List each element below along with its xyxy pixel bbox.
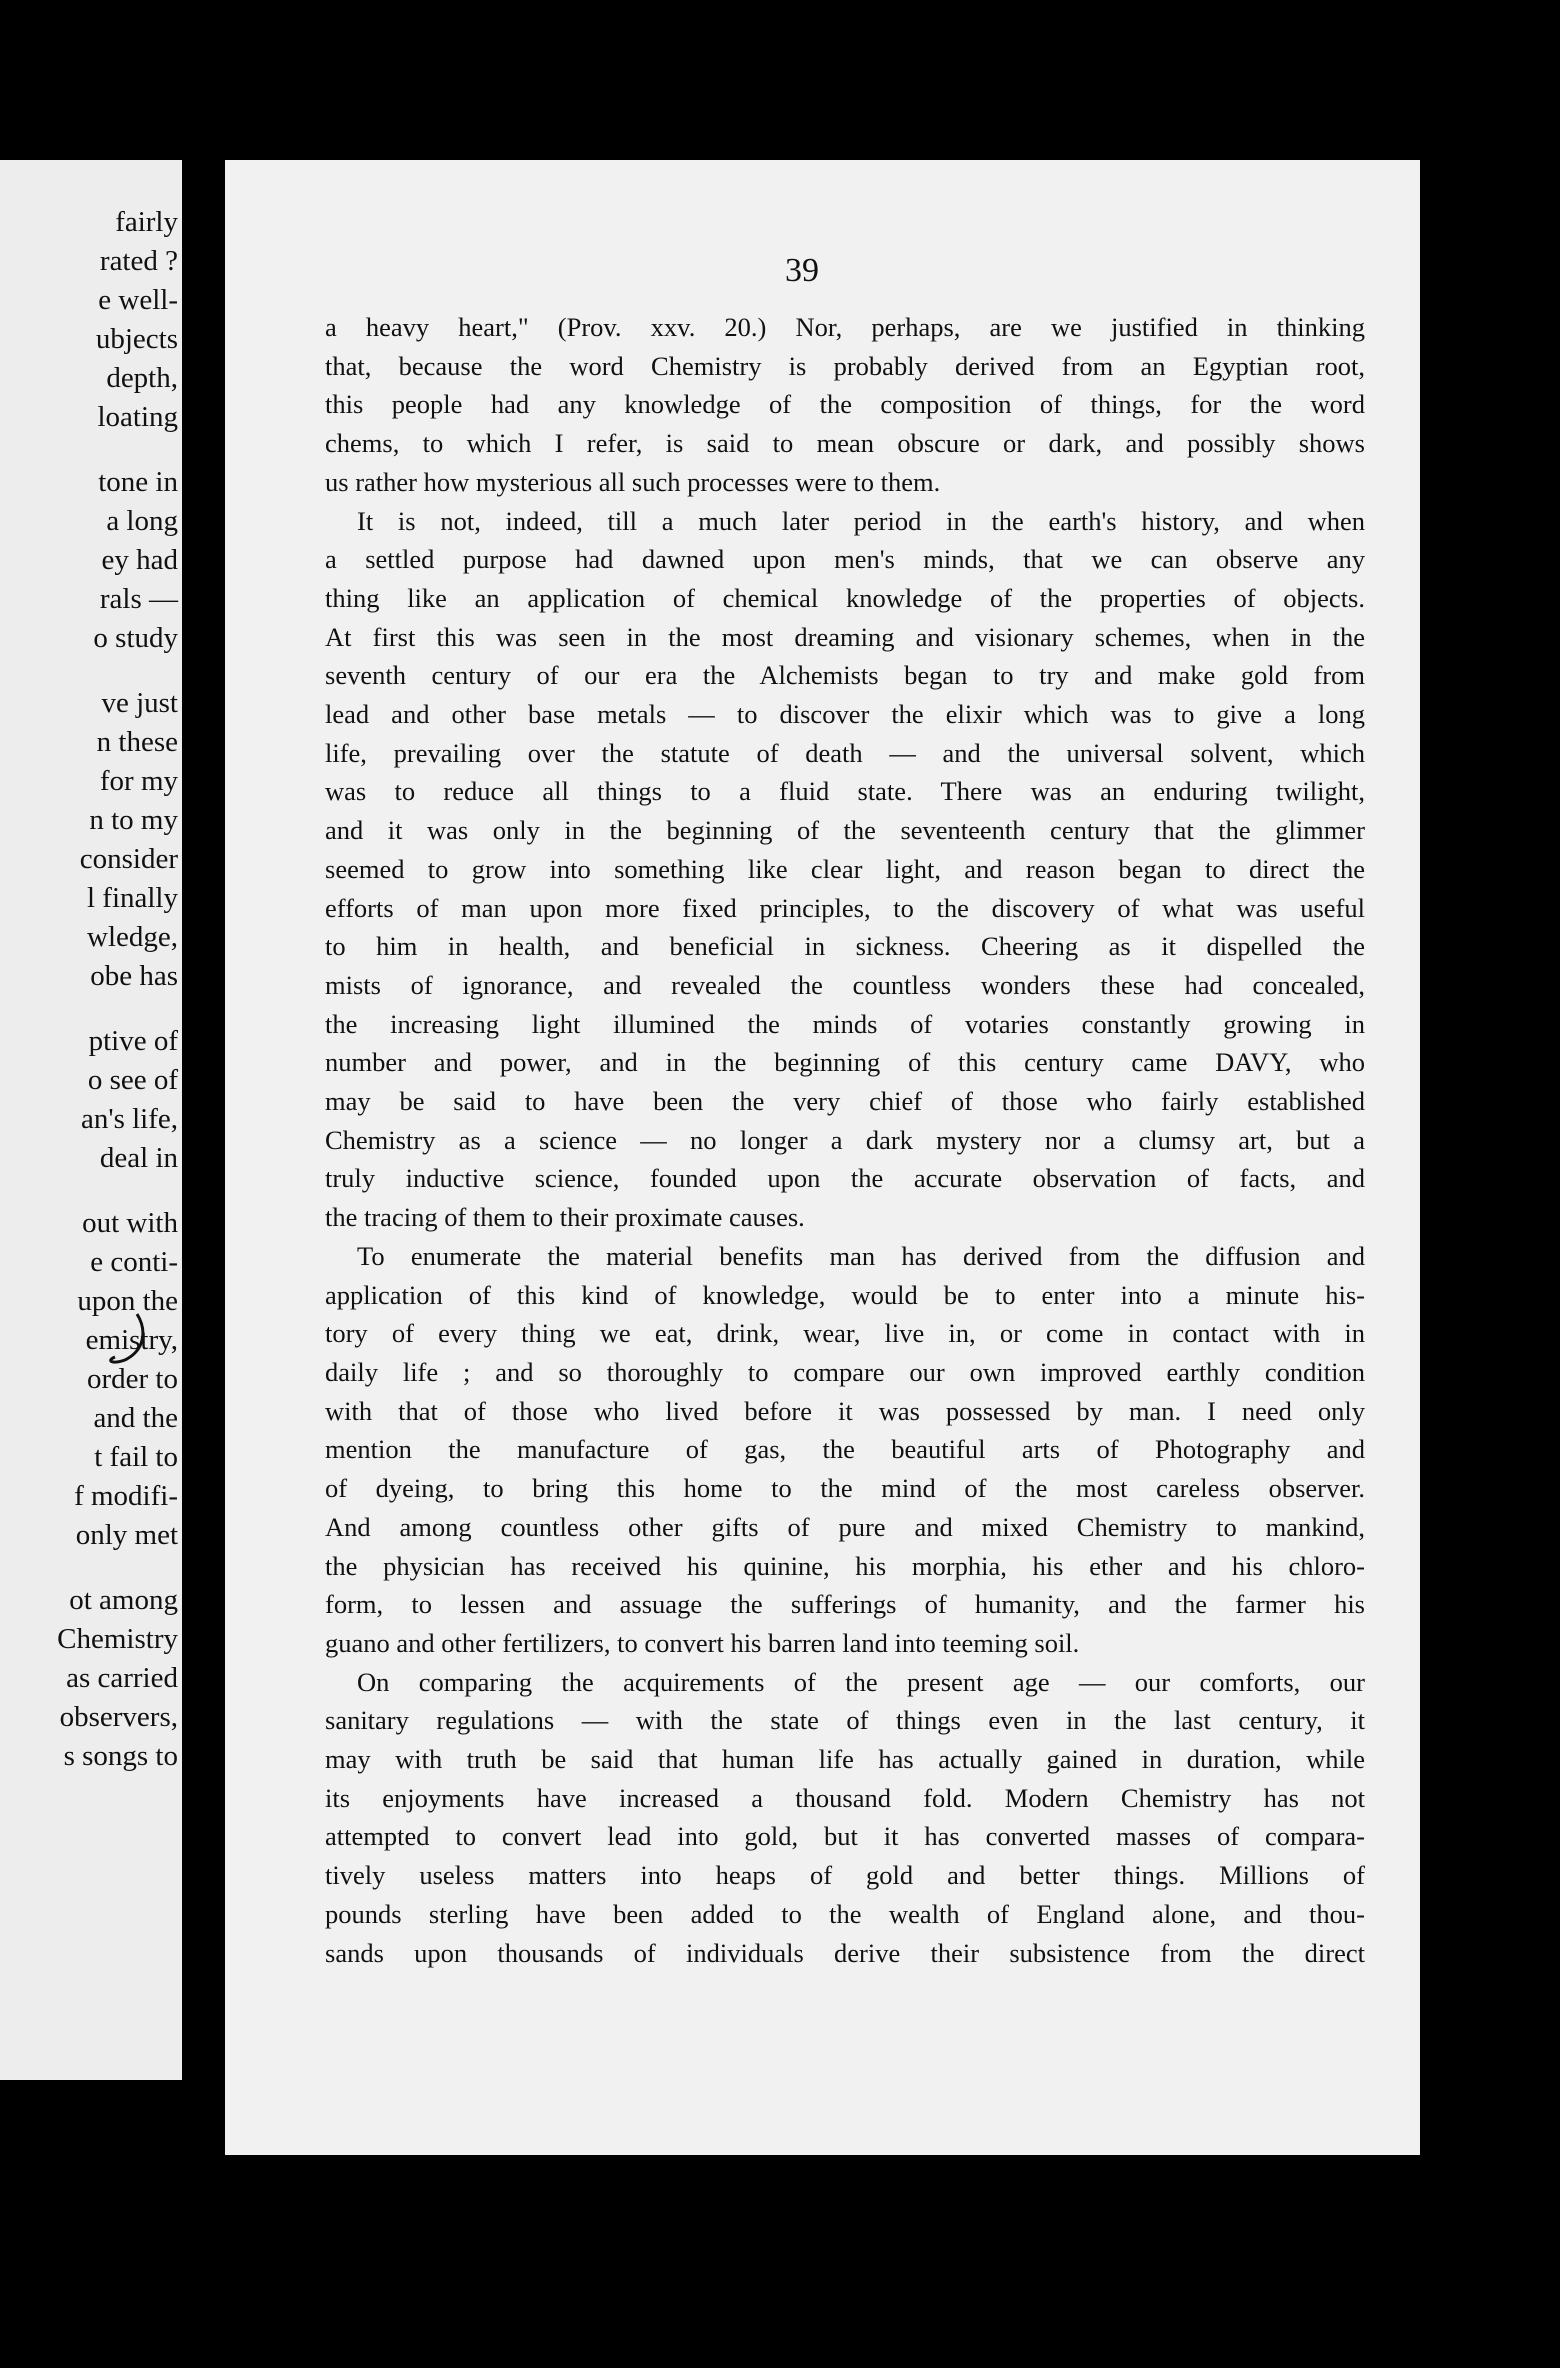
left-page-line: order to (87, 1363, 178, 1395)
left-page-fragment (0, 160, 182, 2080)
book-page (225, 160, 1420, 2155)
text-line: pounds sterling have been added to the wealth of England alone, and thou- (325, 1898, 1365, 1929)
left-page-line: e well- (98, 284, 178, 316)
left-page-line: rated ? (99, 245, 178, 277)
left-page-line: and the (93, 1402, 178, 1434)
text-line: chems, to which I refer, is said to mean obscure or dark, and possibly shows (325, 428, 1365, 459)
left-page-line: l finally (86, 882, 178, 914)
text-line: lead and other base metals — to discover the elixir which was to give a long (325, 699, 1365, 730)
left-page-line: observers, (59, 1701, 178, 1733)
text-line: seventh century of our era the Alchemists began to try and make gold from (325, 660, 1365, 691)
page-number: 39 (785, 252, 819, 289)
text-line: with that of those who lived before it was possessed by man. I need only (325, 1395, 1365, 1426)
text-line: us rather how mysterious all such processes were to them. (325, 466, 941, 497)
text-line: may with truth be said that human life has actually gained in duration, while (325, 1744, 1365, 1775)
text-line: number and power, and in the beginning of this century came DAVY, who (325, 1047, 1365, 1078)
left-page-line: ey had (101, 544, 178, 576)
left-page-line: n to my (89, 804, 178, 836)
left-page-line: obe has (90, 960, 178, 992)
left-page-line: for my (99, 765, 178, 797)
text-line: And among countless other gifts of pure and mixed Chemistry to mankind, (325, 1511, 1365, 1542)
left-page-line: depth, (106, 362, 178, 394)
left-page-line: a long (106, 505, 178, 537)
handwritten-pen-mark (95, 1310, 175, 1390)
text-line: To enumerate the material benefits man has derived from the diffusion and (357, 1240, 1365, 1271)
text-line: attempted to convert lead into gold, but it has converted masses of compara- (325, 1821, 1365, 1852)
left-page-line: n these (96, 726, 178, 758)
text-line: mention the manufacture of gas, the beautiful arts of Photography and (325, 1434, 1365, 1465)
text-line: On comparing the acquirements of the present age — our comforts, our (357, 1666, 1365, 1697)
text-line: application of this kind of knowledge, would be to enter into a minute his- (325, 1279, 1365, 1310)
text-line: the increasing light illumined the minds of votaries constantly growing in (325, 1008, 1365, 1039)
text-line: thing like an application of chemical knowledge of the properties of objects. (325, 582, 1365, 613)
left-page-line: ot among (69, 1584, 178, 1616)
left-page-line: o see of (87, 1064, 178, 1096)
left-page-line: f modifi- (74, 1480, 178, 1512)
text-line: Chemistry as a science — no longer a dark mystery nor a clumsy art, but a (325, 1124, 1365, 1155)
left-page-line: t fail to (94, 1441, 178, 1473)
text-line: its enjoyments have increased a thousand fold. Modern Chemistry has not (325, 1782, 1365, 1813)
left-page-line: o study (93, 622, 178, 654)
paragraph (325, 1663, 1365, 1973)
text-line: sands upon thousands of individuals derive their subsistence from the direct (325, 1937, 1365, 1968)
left-page-line: as carried (66, 1662, 178, 1694)
left-page-line: emistry, (85, 1324, 178, 1356)
left-page-line: upon the (77, 1285, 178, 1317)
text-line: life, prevailing over the statute of death — and the universal solvent, which (325, 737, 1365, 768)
left-page-line: e conti- (90, 1246, 178, 1278)
text-line: It is not, indeed, till a much later period in the earth's history, and when (357, 505, 1365, 536)
text-line: that, because the word Chemistry is probably derived from an Egyptian root, (325, 350, 1365, 381)
text-line: form, to lessen and assuage the sufferings of humanity, and the farmer his (325, 1589, 1365, 1620)
left-page-line: Chemistry (57, 1623, 178, 1655)
text-line: truly inductive science, founded upon the accurate observation of facts, and (325, 1163, 1365, 1194)
left-page-line: fairly (115, 206, 178, 238)
text-line: to him in health, and beneficial in sickness. Cheering as it dispelled the (325, 931, 1365, 962)
left-page-line: wledge, (87, 921, 178, 953)
paragraph (325, 502, 1365, 1237)
page-text (325, 308, 1365, 1972)
text-line: of dyeing, to bring this home to the mind of the most careless observer. (325, 1473, 1365, 1504)
paragraph (325, 1237, 1365, 1663)
text-line: tory of every thing we eat, drink, wear, live in, or come in contact with in (325, 1318, 1365, 1349)
left-page-line: only met (75, 1519, 178, 1551)
text-line: this people had any knowledge of the composition of things, for the word (325, 389, 1365, 420)
text-line: efforts of man upon more fixed principles, to the discovery of what was useful (325, 892, 1365, 923)
left-page-line: out with (82, 1207, 178, 1239)
text-line: a heavy heart," (Prov. xxv. 20.) Nor, perhaps, are we justified in thinking (325, 312, 1365, 342)
paragraph (325, 308, 1365, 502)
left-page-line: ptive of (88, 1025, 178, 1057)
left-page-line: ve just (101, 687, 178, 719)
left-page-line: rals — (99, 583, 178, 615)
text-line: may be said to have been the very chief of those who fairly established (325, 1086, 1365, 1117)
text-line: seemed to grow into something like clear light, and reason began to direct the (325, 853, 1365, 884)
text-line: the physician has received his quinine, his morphia, his ether and his chloro- (325, 1550, 1365, 1581)
text-line: At first this was seen in the most dreaming and visionary schemes, when in the (325, 621, 1365, 652)
text-line: tively useless matters into heaps of gold and better things. Millions of (325, 1860, 1365, 1891)
text-line: mists of ignorance, and revealed the countless wonders these had concealed, (325, 969, 1365, 1000)
text-line: daily life ; and so thoroughly to compare our own improved earthly condition (325, 1356, 1365, 1387)
text-line: was to reduce all things to a fluid state. There was an enduring twilight, (325, 776, 1365, 807)
left-page-line: loating (97, 401, 178, 433)
text-line: sanitary regulations — with the state of things even in the last century, it (325, 1705, 1365, 1736)
text-line: guano and other fertilizers, to convert his barren land into teeming soil. (325, 1627, 1080, 1658)
text-line: the tracing of them to their proximate causes. (325, 1202, 805, 1233)
left-page-line: ubjects (95, 323, 178, 355)
text-line: and it was only in the beginning of the seventeenth century that the glimmer (325, 815, 1365, 846)
text-line: a settled purpose had dawned upon men's minds, that we can observe any (325, 544, 1365, 575)
left-page-line: s songs to (63, 1740, 178, 1772)
left-page-line: tone in (98, 466, 178, 498)
left-page-line: an's life, (80, 1103, 178, 1135)
left-page-line: deal in (99, 1142, 178, 1174)
left-page-line: consider (79, 843, 178, 875)
